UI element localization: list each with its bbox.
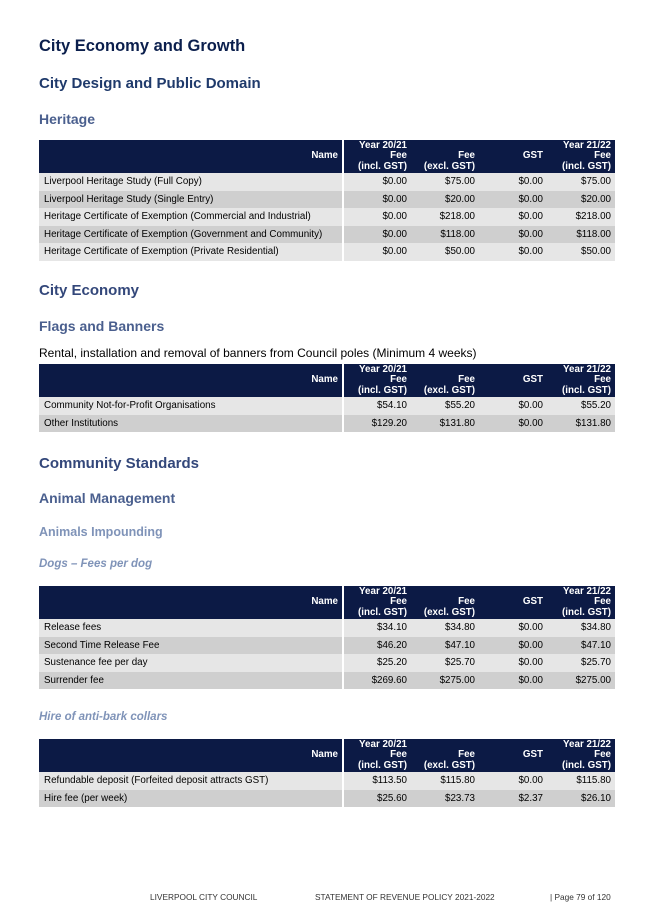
excl-fee-cell: $25.70: [411, 654, 479, 672]
prev-fee-cell: $0.00: [343, 191, 411, 209]
col-name-label: Name: [311, 374, 338, 386]
fee-name-cell: Surrender fee: [39, 672, 343, 690]
table-row: [39, 619, 615, 637]
flags-fees-table: [39, 364, 615, 432]
col-prev-fee-label: Fee: [390, 596, 407, 608]
fee-name-cell: Liverpool Heritage Study (Single Entry): [39, 191, 343, 209]
prev-fee-cell: $0.00: [343, 243, 411, 261]
col-incl-fee-header: [547, 364, 615, 397]
table-row: [39, 790, 615, 808]
excl-fee-cell: $75.00: [411, 173, 479, 191]
section-heading-animal: Animal Management: [39, 490, 176, 506]
col-excl-fee-header: [411, 364, 479, 397]
dogs-fees-table: [39, 586, 615, 689]
table-row: [39, 415, 615, 433]
fee-name-cell: Heritage Certificate of Exemption (Private Residential): [39, 243, 343, 261]
col-incl-fee-header: [547, 586, 615, 619]
col-incl-label: (incl. GST): [562, 759, 611, 771]
prev-fee-cell: $269.60: [343, 672, 411, 690]
prev-fee-cell: $25.60: [343, 790, 411, 808]
footer-page-number: | Page 79 of 120: [550, 892, 611, 902]
fee-name-cell: Hire fee (per week): [39, 790, 343, 808]
col-excl-label: (excl. GST): [423, 606, 475, 618]
col-prev-fee-header: [343, 140, 411, 173]
table-row: [39, 772, 615, 790]
fee-name-cell: Second Time Release Fee: [39, 637, 343, 655]
excl-fee-cell: $20.00: [411, 191, 479, 209]
col-gst-header: [479, 586, 547, 619]
col-incl-label: (incl. GST): [562, 606, 611, 618]
incl-fee-cell: $55.20: [547, 397, 615, 415]
prev-fee-cell: $54.10: [343, 397, 411, 415]
fee-name-cell: Heritage Certificate of Exemption (Commercial and Industrial): [39, 208, 343, 226]
table-row: [39, 397, 615, 415]
col-excl-label: (excl. GST): [423, 759, 475, 771]
incl-fee-cell: $115.80: [547, 772, 615, 790]
fee-name-cell: Community Not-for-Profit Organisations: [39, 397, 343, 415]
col-prev-fee-label: Fee: [390, 374, 407, 386]
col-excl-fee-header: [411, 739, 479, 772]
gst-cell: $0.00: [479, 637, 547, 655]
fee-name-cell: Other Institutions: [39, 415, 343, 433]
excl-fee-cell: $47.10: [411, 637, 479, 655]
col-excl-fee-label: Fee: [458, 749, 475, 761]
col-name-header: [39, 364, 343, 397]
prev-fee-cell: $25.20: [343, 654, 411, 672]
col-incl-fee-label: Fee: [594, 596, 611, 608]
gst-cell: $0.00: [479, 672, 547, 690]
col-name-label: Name: [311, 749, 338, 761]
incl-fee-cell: $20.00: [547, 191, 615, 209]
fee-name-cell: Refundable deposit (Forfeited deposit attracts GST): [39, 772, 343, 790]
section-heading-design: City Design and Public Domain: [39, 75, 261, 92]
incl-fee-cell: $131.80: [547, 415, 615, 433]
col-gst-label: GST: [522, 150, 543, 162]
col-excl-label: (excl. GST): [423, 384, 475, 396]
flags-intro-text: Rental, installation and removal of banners from Council poles (Minimum 4 weeks): [39, 346, 477, 360]
section-heading-heritage: Heritage: [39, 111, 96, 127]
section-heading-antibark: Hire of anti-bark collars: [39, 711, 168, 723]
fee-name-cell: Sustenance fee per day: [39, 654, 343, 672]
antibark-fees-table: [39, 739, 615, 807]
col-year-label: Year 21/22: [563, 738, 611, 750]
page-title: City Economy and Growth: [39, 37, 246, 55]
col-name-header: [39, 739, 343, 772]
excl-fee-cell: $50.00: [411, 243, 479, 261]
table-row: [39, 243, 615, 261]
col-prev-incl-label: (incl. GST): [358, 384, 407, 396]
col-prev-fee-header: [343, 586, 411, 619]
col-year-label: Year 21/22: [563, 363, 611, 375]
col-excl-label: (excl. GST): [423, 160, 475, 172]
incl-fee-cell: $26.10: [547, 790, 615, 808]
col-prev-year-label: Year 20/21: [359, 585, 407, 597]
excl-fee-cell: $23.73: [411, 790, 479, 808]
prev-fee-cell: $0.00: [343, 226, 411, 244]
heritage-fees-table: [39, 140, 615, 261]
col-prev-fee-header: [343, 364, 411, 397]
col-excl-fee-header: [411, 140, 479, 173]
gst-cell: $0.00: [479, 619, 547, 637]
col-name-header: [39, 140, 343, 173]
excl-fee-cell: $55.20: [411, 397, 479, 415]
incl-fee-cell: $218.00: [547, 208, 615, 226]
gst-cell: $0.00: [479, 208, 547, 226]
prev-fee-cell: $129.20: [343, 415, 411, 433]
incl-fee-cell: $47.10: [547, 637, 615, 655]
col-name-header: [39, 586, 343, 619]
incl-fee-cell: $75.00: [547, 173, 615, 191]
col-incl-fee-label: Fee: [594, 374, 611, 386]
header-row: [39, 140, 615, 173]
prev-fee-cell: $0.00: [343, 208, 411, 226]
col-year-label: Year 21/22: [563, 139, 611, 151]
gst-cell: $0.00: [479, 173, 547, 191]
incl-fee-cell: $275.00: [547, 672, 615, 690]
prev-fee-cell: $46.20: [343, 637, 411, 655]
header-row: [39, 586, 615, 619]
gst-cell: $0.00: [479, 772, 547, 790]
gst-cell: $0.00: [479, 191, 547, 209]
col-incl-fee-header: [547, 739, 615, 772]
table-row: [39, 654, 615, 672]
col-prev-incl-label: (incl. GST): [358, 606, 407, 618]
gst-cell: $0.00: [479, 654, 547, 672]
excl-fee-cell: $34.80: [411, 619, 479, 637]
excl-fee-cell: $115.80: [411, 772, 479, 790]
excl-fee-cell: $131.80: [411, 415, 479, 433]
section-heading-dogs: Dogs – Fees per dog: [39, 558, 153, 570]
col-incl-label: (incl. GST): [562, 160, 611, 172]
col-incl-label: (incl. GST): [562, 384, 611, 396]
excl-fee-cell: $118.00: [411, 226, 479, 244]
prev-fee-cell: $113.50: [343, 772, 411, 790]
header-row: [39, 364, 615, 397]
col-excl-fee-label: Fee: [458, 150, 475, 162]
col-prev-fee-label: Fee: [390, 749, 407, 761]
col-year-label: Year 21/22: [563, 585, 611, 597]
table-row: [39, 173, 615, 191]
prev-fee-cell: $0.00: [343, 173, 411, 191]
col-gst-label: GST: [522, 596, 543, 608]
col-prev-year-label: Year 20/21: [359, 139, 407, 151]
gst-cell: $0.00: [479, 415, 547, 433]
col-prev-year-label: Year 20/21: [359, 738, 407, 750]
fee-name-cell: Liverpool Heritage Study (Full Copy): [39, 173, 343, 191]
table-row: [39, 672, 615, 690]
table-row: [39, 226, 615, 244]
table-row: [39, 191, 615, 209]
col-prev-year-label: Year 20/21: [359, 363, 407, 375]
header-row: [39, 739, 615, 772]
col-gst-header: [479, 364, 547, 397]
col-excl-fee-label: Fee: [458, 374, 475, 386]
table-row: [39, 208, 615, 226]
section-heading-economy: City Economy: [39, 282, 140, 299]
col-gst-label: GST: [522, 749, 543, 761]
prev-fee-cell: $34.10: [343, 619, 411, 637]
col-name-label: Name: [311, 596, 338, 608]
col-incl-fee-header: [547, 140, 615, 173]
col-prev-incl-label: (incl. GST): [358, 759, 407, 771]
col-prev-fee-header: [343, 739, 411, 772]
col-excl-fee-label: Fee: [458, 596, 475, 608]
gst-cell: $0.00: [479, 397, 547, 415]
col-gst-header: [479, 739, 547, 772]
col-name-label: Name: [311, 150, 338, 162]
section-heading-impounding: Animals Impounding: [39, 525, 163, 539]
col-prev-fee-label: Fee: [390, 150, 407, 162]
section-heading-flags: Flags and Banners: [39, 318, 165, 334]
incl-fee-cell: $34.80: [547, 619, 615, 637]
footer-statement: STATEMENT OF REVENUE POLICY 2021-2022: [315, 892, 495, 902]
footer-council: LIVERPOOL CITY COUNCIL: [150, 892, 258, 902]
table-row: [39, 637, 615, 655]
col-prev-incl-label: (incl. GST): [358, 160, 407, 172]
section-heading-community: Community Standards: [39, 455, 200, 472]
incl-fee-cell: $50.00: [547, 243, 615, 261]
col-gst-header: [479, 140, 547, 173]
excl-fee-cell: $275.00: [411, 672, 479, 690]
excl-fee-cell: $218.00: [411, 208, 479, 226]
col-excl-fee-header: [411, 586, 479, 619]
col-incl-fee-label: Fee: [594, 749, 611, 761]
col-gst-label: GST: [522, 374, 543, 386]
gst-cell: $0.00: [479, 226, 547, 244]
incl-fee-cell: $25.70: [547, 654, 615, 672]
incl-fee-cell: $118.00: [547, 226, 615, 244]
fee-name-cell: Heritage Certificate of Exemption (Government and Community): [39, 226, 343, 244]
fee-name-cell: Release fees: [39, 619, 343, 637]
col-incl-fee-label: Fee: [594, 150, 611, 162]
gst-cell: $2.37: [479, 790, 547, 808]
gst-cell: $0.00: [479, 243, 547, 261]
